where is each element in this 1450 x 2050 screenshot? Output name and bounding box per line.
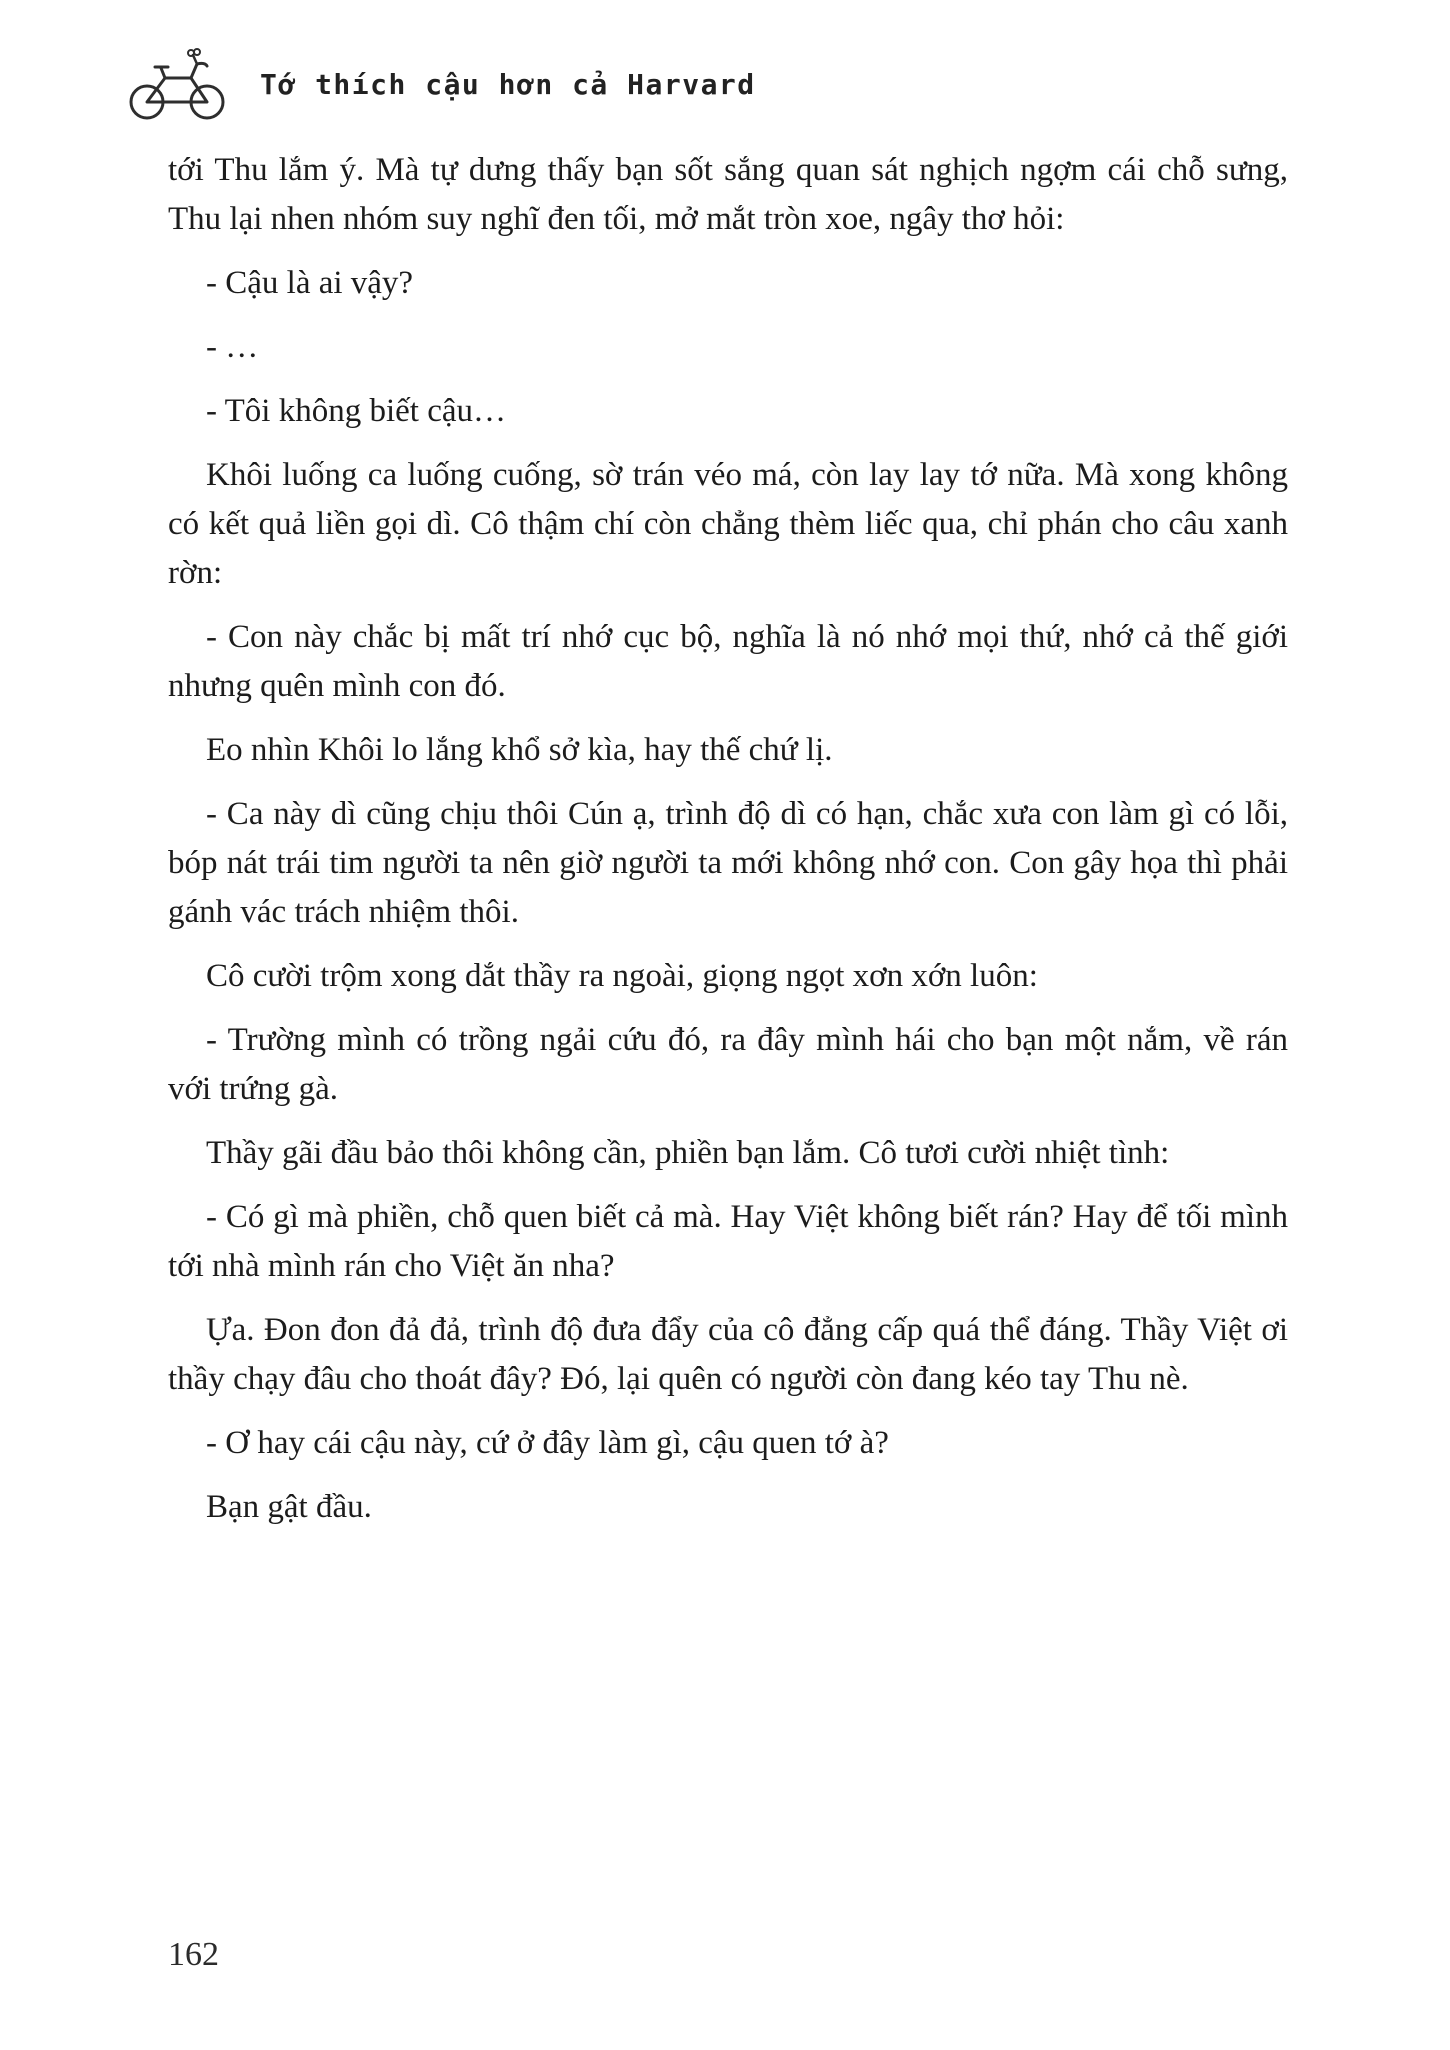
paragraph: - Ca này dì cũng chịu thôi Cún ạ, trình độ dì có hạn, chắc xưa con làm gì có lỗi, bóp nát trái tim người ta nên giờ người ta mới không nhớ con. Con gây họa thì phải gánh vác trách nhiệm thôi.: [168, 796, 1288, 930]
paragraph: - Tôi không biết cậu…: [206, 393, 506, 429]
paragraph: Cô cười trộm xong dắt thầy ra ngoài, giọng ngọt xơn xớn luôn:: [206, 958, 1038, 994]
paragraph: - Cậu là ai vậy?: [206, 265, 414, 301]
paragraph: - …: [206, 329, 259, 365]
paragraph: Bạn gật đầu.: [206, 1489, 372, 1525]
paragraph: - Trường mình có trồng ngải cứu đó, ra đây mình hái cho bạn một nắm, về rán với trứng gà.: [168, 1022, 1288, 1107]
paragraph: tới Thu lắm ý. Mà tự dưng thấy bạn sốt sắng quan sát nghịch ngợm cái chỗ sưng, Thu lại nhen nhóm suy nghĩ đen tối, mở mắt tròn xoe, ngây thơ hỏi:: [168, 152, 1288, 237]
paragraph: - Ơ hay cái cậu này, cứ ở đây làm gì, cậu quen tớ à?: [206, 1425, 889, 1461]
bicycle-icon: [122, 48, 234, 124]
page-number: 162: [168, 1936, 219, 1973]
page-header: [122, 48, 756, 124]
book-title: Tớ thích cậu hơn cả Harvard: [260, 67, 756, 101]
paragraph: - Có gì mà phiền, chỗ quen biết cả mà. Hay Việt không biết rán? Hay để tối mình tới nhà mình rán cho Việt ăn nha?: [168, 1199, 1288, 1284]
paragraph: Thầy gãi đầu bảo thôi không cần, phiền bạn lắm. Cô tươi cười nhiệt tình:: [206, 1135, 1170, 1171]
paragraph: Eo nhìn Khôi lo lắng khổ sở kìa, hay thế chứ lị.: [206, 732, 833, 768]
body-text: [168, 146, 1288, 1547]
paragraph: Ựa. Đon đon đả đả, trình độ đưa đẩy của cô đẳng cấp quá thể đáng. Thầy Việt ơi thầy chạy đâu cho thoát đây? Đó, lại quên có người còn đang kéo tay Thu nè.: [168, 1312, 1288, 1397]
paragraph: - Con này chắc bị mất trí nhớ cục bộ, nghĩa là nó nhớ mọi thứ, nhớ cả thế giới nhưng quên mình con đó.: [168, 619, 1288, 704]
paragraph: Khôi luống ca luống cuống, sờ trán véo má, còn lay lay tớ nữa. Mà xong không có kết quả liền gọi dì. Cô thậm chí còn chẳng thèm liếc qua, chỉ phán cho câu xanh rờn:: [168, 457, 1288, 591]
